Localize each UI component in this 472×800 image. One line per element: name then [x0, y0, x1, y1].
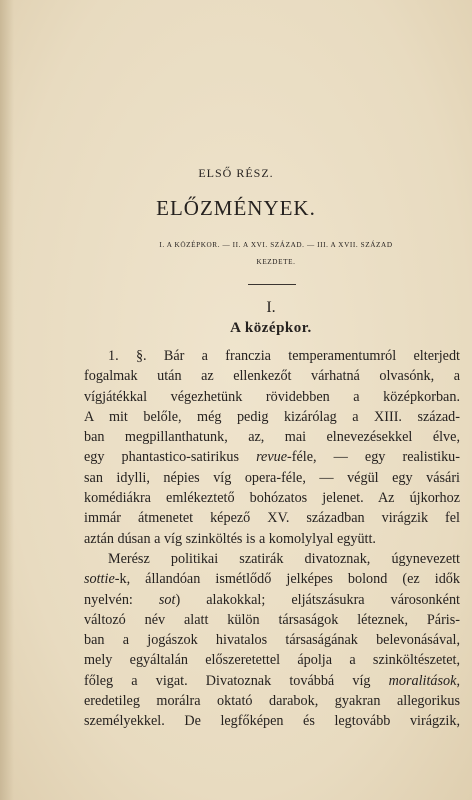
text-line: sottie-k, állandóan ismétlődő jelképes bolond (ez idők: [84, 571, 460, 588]
chapter-number: I.: [266, 299, 276, 316]
text-line: ban megpillanthatunk, az, mai elnevezésekkel élve,: [84, 429, 460, 446]
part-heading: ELSŐ RÉSZ.: [198, 166, 274, 180]
chapter-title: A középkor.: [230, 320, 312, 336]
page-gutter-shadow: [0, 0, 14, 800]
text-line: Merész politikai szatirák divatoznak, úgynevezett: [108, 550, 460, 567]
text-line: eredetileg morálra oktató darabok, gyakran allegorikus: [84, 693, 460, 710]
text-line: 1. §. Bár a franczia temperamentumról elterjedt: [108, 348, 460, 364]
text-line: nyelvén: sot) alakokkal; eljátszásukra városonként: [84, 591, 460, 608]
body-text: [84, 346, 460, 732]
text-line: aztán dúsan a víg szinköltés is a komolylyal együtt.: [84, 530, 376, 547]
text-line: egy phantastico-satirikus revue-féle, — egy realistiku-: [84, 449, 460, 466]
text-line: személyekkel. De legfőképen és legtovább virágzik,: [84, 713, 460, 730]
text-line: változó név alatt külön társaságok léteznek, Páris-: [84, 611, 460, 628]
text-line: san idylli, népies víg opera-féle, — végül egy vásári: [84, 469, 460, 486]
section-title: ELŐZMÉNYEK.: [156, 196, 316, 220]
text-line: fogalmak után az ellenkezőt várhatná olvasónk, a: [84, 368, 460, 385]
text-line: A mit belőle, még pedig kizárólag a XIII. század-: [84, 408, 460, 425]
section-contents: [86, 237, 466, 271]
divider-rule: [248, 284, 296, 285]
text-line: ban a jogászok hivatalos társaságának belevonásával,: [84, 632, 460, 649]
text-line: főleg a vigat. Divatoznak továbbá víg moralitások,: [84, 672, 460, 689]
text-line: immár átmenetet képező XV. században virágzik fel: [84, 510, 460, 527]
paragraph-2: [84, 549, 460, 732]
contents-line: KEZDETE.: [256, 258, 296, 266]
text-line: mely egyáltalán előszeretettel ápolja a szinköltészetet,: [84, 652, 460, 669]
contents-line: I. A KÖZÉPKOR. — II. A XVI. SZÁZAD. — III. A XVII. SZÁZAD: [159, 241, 393, 249]
text-line: vígjátékkal végezhetünk rövidebben a középkorban.: [84, 388, 460, 405]
text-line: komédiákra emlékeztető bohózatos jelenet. Az újkorhoz: [84, 490, 460, 507]
paragraph-1: [84, 346, 460, 549]
